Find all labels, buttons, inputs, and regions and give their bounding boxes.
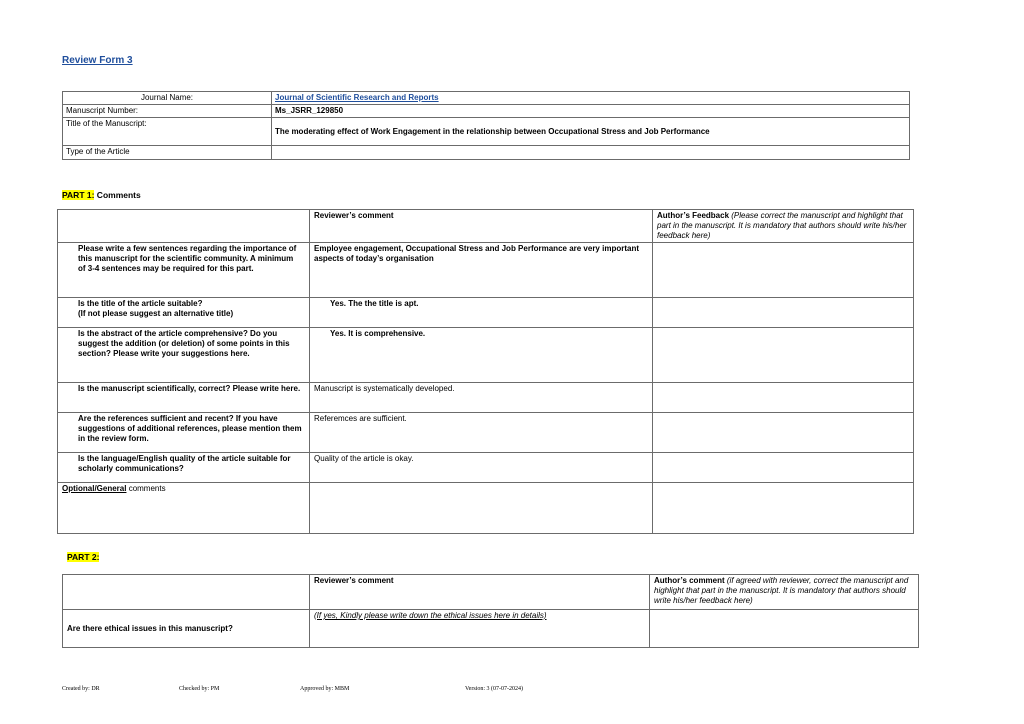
question-ethical: Are there ethical issues in this manuscript? (63, 610, 310, 648)
author-comment-ethical[interactable] (650, 610, 919, 648)
part2-reviewer-header: Reviewer’s comment (310, 575, 650, 610)
part1-header-empty (58, 210, 310, 243)
manuscript-title-label: Title of the Manuscript: (63, 118, 272, 146)
question-title: Is the title of the article suitable? (If not please suggest an alternative title) (58, 298, 310, 328)
manuscript-title-value: The moderating effect of Work Engagement in the relationship between Occupational Stress and Job Performance (272, 118, 910, 146)
part2-author-header: Author’s comment (if agreed with reviewer, correct the manuscript and highlight that part in the manuscript. It is mandatory that authors should write his/her feedback here) (650, 575, 919, 610)
question-references: Are the references sufficient and recent? If you have suggestions of additional references, please mention them in the review form. (58, 413, 310, 453)
author-feedback-importance[interactable] (653, 243, 914, 298)
author-feedback-language[interactable] (653, 453, 914, 483)
form-title[interactable]: Review Form 3 (62, 55, 133, 66)
article-type-value[interactable] (272, 146, 910, 160)
footer-approved-by: Approved by: MBM (300, 686, 350, 692)
author-feedback-abstract[interactable] (653, 328, 914, 383)
part1-heading (62, 190, 141, 200)
footer-version: Version: 3 (07-07-2024) (465, 686, 523, 692)
author-feedback-references[interactable] (653, 413, 914, 453)
reviewer-comment-scientific[interactable]: Manuscript is systematically developed. (310, 383, 653, 413)
reviewer-comment-language[interactable]: Quality of the article is okay. (310, 453, 653, 483)
part2-header-empty (63, 575, 310, 610)
footer-created-by: Created by: DR (62, 686, 100, 692)
reviewer-comment-ethical[interactable]: (If yes, Kindly please write down the ethical issues here in details) (310, 610, 650, 648)
question-language: Is the language/English quality of the article suitable for scholarly communications? (58, 453, 310, 483)
manuscript-number-label: Manuscript Number: (63, 105, 272, 118)
article-type-label: Type of the Article (63, 146, 272, 160)
footer-checked-by: Checked by: PM (179, 686, 220, 692)
part1-heading-suffix: Comments (94, 190, 141, 200)
reviewer-comment-title[interactable]: Yes. The the title is apt. (310, 298, 653, 328)
optional-general-label: Optional/General comments (58, 483, 310, 534)
part1-reviewer-header: Reviewer’s comment (310, 210, 653, 243)
part1-review-table (57, 209, 914, 534)
part2-review-table (62, 574, 919, 648)
author-feedback-title[interactable] (653, 298, 914, 328)
journal-name-label: Journal Name: (63, 92, 272, 105)
reviewer-comment-importance[interactable]: Employee engagement, Occupational Stress and Job Performance are very important aspects of today’s organisation (310, 243, 653, 298)
author-feedback-optional[interactable] (653, 483, 914, 534)
manuscript-number-value: Ms_JSRR_129850 (272, 105, 910, 118)
part1-heading-label: PART 1: (62, 190, 95, 200)
question-abstract: Is the abstract of the article comprehensive? Do you suggest the addition (or deletion) of some points in this section? Please write your suggestions here. (58, 328, 310, 383)
manuscript-info-table (62, 91, 910, 160)
question-importance: Please write a few sentences regarding the importance of this manuscript for the scientific community. A minimum of 3-4 sentences may be required for this part. (58, 243, 310, 298)
reviewer-comment-optional[interactable] (310, 483, 653, 534)
question-scientific: Is the manuscript scientifically, correct? Please write here. (58, 383, 310, 413)
part2-heading (67, 552, 99, 562)
part1-author-header: Author’s Feedback (Please correct the manuscript and highlight that part in the manuscript. It is mandatory that authors should write his/her feedback here) (653, 210, 914, 243)
author-feedback-scientific[interactable] (653, 383, 914, 413)
reviewer-comment-abstract[interactable]: Yes. It is comprehensive. (310, 328, 653, 383)
part2-heading-label: PART 2: (67, 552, 100, 562)
journal-name-value[interactable]: Journal of Scientific Research and Reports (272, 92, 910, 105)
reviewer-comment-references[interactable]: Referemces are sufficient. (310, 413, 653, 453)
